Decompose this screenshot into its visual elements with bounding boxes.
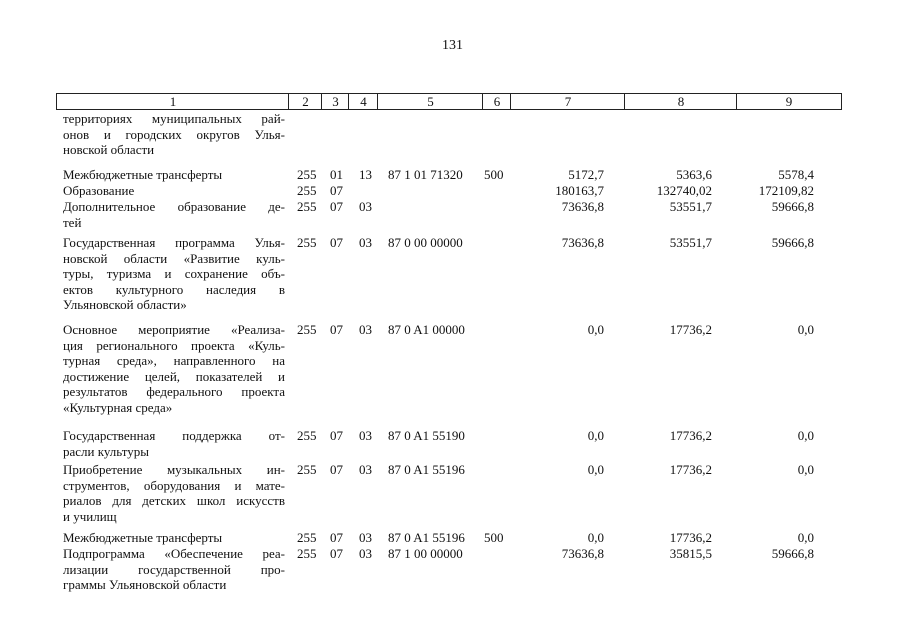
cell-col-2: 255 bbox=[297, 530, 317, 545]
cell-col-7: 73636,8 bbox=[561, 199, 604, 214]
cell-col-7: 5172,7 bbox=[568, 167, 604, 182]
cell-col-4: 03 bbox=[359, 235, 372, 250]
cell-col-2: 255 bbox=[297, 235, 317, 250]
cell-col-5: 87 0 A1 55196 bbox=[388, 462, 465, 477]
cell-col-9: 172109,82 bbox=[758, 183, 814, 198]
cell-col-8: 5363,6 bbox=[676, 167, 712, 182]
cell-col-6: 500 bbox=[484, 167, 504, 182]
row-name bbox=[63, 546, 285, 593]
cell-col-8: 17736,2 bbox=[669, 530, 712, 545]
row-name-line: новской области bbox=[63, 142, 155, 158]
row-name-line: новской области «Развитие куль- bbox=[63, 250, 285, 266]
row-name-line: риалов для детских школ искусств bbox=[63, 493, 285, 509]
cell-col-4: 03 bbox=[359, 546, 372, 561]
header-cell-2: 2 bbox=[288, 93, 322, 110]
row-name-line: тей bbox=[63, 214, 82, 230]
cell-col-5: 87 1 01 71320 bbox=[388, 167, 463, 182]
row-name-line: «Культурная среда» bbox=[63, 399, 173, 415]
row-name-line: Подпрограмма «Обеспечение реа- bbox=[63, 546, 285, 561]
cell-col-9: 0,0 bbox=[797, 530, 814, 545]
cell-col-8: 17736,2 bbox=[669, 322, 712, 337]
cell-col-3: 01 bbox=[330, 167, 343, 182]
cell-col-3: 07 bbox=[330, 530, 343, 545]
row-name bbox=[63, 530, 285, 546]
row-name bbox=[63, 111, 285, 158]
cell-col-3: 07 bbox=[330, 462, 343, 477]
header-cell-8: 8 bbox=[624, 93, 737, 110]
row-name-line: туры, туризма и сохранение объ- bbox=[63, 266, 285, 282]
cell-col-8: 17736,2 bbox=[669, 462, 712, 477]
row-name bbox=[63, 322, 285, 416]
cell-col-7: 0,0 bbox=[587, 322, 604, 337]
cell-col-3: 07 bbox=[330, 428, 343, 443]
cell-col-2: 255 bbox=[297, 462, 317, 477]
cell-col-8: 132740,02 bbox=[656, 183, 712, 198]
cell-col-5: 87 0 A1 55190 bbox=[388, 428, 465, 443]
cell-col-2: 255 bbox=[297, 167, 317, 182]
row-name-line: расли культуры bbox=[63, 443, 149, 459]
cell-col-7: 0,0 bbox=[587, 530, 604, 545]
header-cell-3: 3 bbox=[321, 93, 349, 110]
row-name-line: Межбюджетные трансферты bbox=[63, 530, 223, 545]
row-name-line: результатов федерального проекта bbox=[63, 384, 285, 400]
cell-col-4: 03 bbox=[359, 322, 372, 337]
row-name-line: онов и городских округов Улья- bbox=[63, 126, 285, 142]
cell-col-9: 0,0 bbox=[797, 322, 814, 337]
row-name-line: турная среда», направленного на bbox=[63, 353, 285, 369]
header-cell-9: 9 bbox=[736, 93, 842, 110]
header-cell-1: 1 bbox=[56, 93, 289, 110]
row-name-line: лизации государственной про- bbox=[63, 561, 285, 577]
cell-col-2: 255 bbox=[297, 428, 317, 443]
cell-col-7: 73636,8 bbox=[561, 235, 604, 250]
cell-col-3: 07 bbox=[330, 546, 343, 561]
cell-col-9: 5578,4 bbox=[778, 167, 814, 182]
cell-col-4: 03 bbox=[359, 462, 372, 477]
row-name-line: Образование bbox=[63, 183, 135, 198]
row-name-line: струментов, оборудования и мате- bbox=[63, 477, 285, 493]
cell-col-5: 87 0 00 00000 bbox=[388, 235, 463, 250]
cell-col-4: 13 bbox=[359, 167, 372, 182]
cell-col-7: 0,0 bbox=[587, 428, 604, 443]
cell-col-8: 53551,7 bbox=[669, 199, 712, 214]
row-name-line: территориях муниципальных рай- bbox=[63, 111, 285, 126]
cell-col-3: 07 bbox=[330, 199, 343, 214]
row-name-line: граммы Ульяновской области bbox=[63, 577, 227, 593]
row-name-line: Дополнительное образование де- bbox=[63, 199, 285, 214]
row-name bbox=[63, 235, 285, 313]
row-name bbox=[63, 428, 285, 459]
row-name bbox=[63, 199, 285, 230]
cell-col-2: 255 bbox=[297, 322, 317, 337]
cell-col-7: 180163,7 bbox=[555, 183, 604, 198]
header-cell-4: 4 bbox=[348, 93, 378, 110]
row-name-line: ция регионального проекта «Куль- bbox=[63, 337, 285, 353]
cell-col-4: 03 bbox=[359, 530, 372, 545]
cell-col-4: 03 bbox=[359, 199, 372, 214]
header-cell-6: 6 bbox=[482, 93, 511, 110]
cell-col-9: 0,0 bbox=[797, 462, 814, 477]
cell-col-5: 87 0 A1 00000 bbox=[388, 322, 465, 337]
cell-col-2: 255 bbox=[297, 183, 317, 198]
table-header bbox=[56, 93, 842, 110]
cell-col-3: 07 bbox=[330, 183, 343, 198]
row-name-line: Приобретение музыкальных ин- bbox=[63, 462, 285, 477]
cell-col-7: 0,0 bbox=[587, 462, 604, 477]
cell-col-7: 73636,8 bbox=[561, 546, 604, 561]
row-name-line: достижение целей, показателей и bbox=[63, 368, 285, 384]
row-name-line: Государственная программа Улья- bbox=[63, 235, 285, 250]
row-name-line: Основное мероприятие «Реализа- bbox=[63, 322, 285, 337]
cell-col-8: 35815,5 bbox=[669, 546, 712, 561]
cell-col-9: 59666,8 bbox=[771, 199, 814, 214]
cell-col-5: 87 0 A1 55196 bbox=[388, 530, 465, 545]
cell-col-9: 59666,8 bbox=[771, 546, 814, 561]
cell-col-2: 255 bbox=[297, 199, 317, 214]
page-number: 131 bbox=[442, 38, 463, 53]
header-cell-5: 5 bbox=[377, 93, 483, 110]
cell-col-5: 87 1 00 00000 bbox=[388, 546, 463, 561]
row-name bbox=[63, 167, 285, 183]
row-name-line: ектов культурного наследия в bbox=[63, 281, 285, 297]
cell-col-8: 17736,2 bbox=[669, 428, 712, 443]
cell-col-3: 07 bbox=[330, 322, 343, 337]
row-name-line: и училищ bbox=[63, 508, 117, 524]
header-cell-7: 7 bbox=[510, 93, 625, 110]
row-name bbox=[63, 462, 285, 524]
row-name bbox=[63, 183, 285, 199]
cell-col-3: 07 bbox=[330, 235, 343, 250]
row-name-line: Государственная поддержка от- bbox=[63, 428, 285, 443]
cell-col-8: 53551,7 bbox=[669, 235, 712, 250]
cell-col-6: 500 bbox=[484, 530, 504, 545]
cell-col-9: 59666,8 bbox=[771, 235, 814, 250]
row-name-line: Межбюджетные трансферты bbox=[63, 167, 223, 182]
cell-col-9: 0,0 bbox=[797, 428, 814, 443]
cell-col-4: 03 bbox=[359, 428, 372, 443]
cell-col-2: 255 bbox=[297, 546, 317, 561]
row-name-line: Ульяновской области» bbox=[63, 297, 187, 313]
